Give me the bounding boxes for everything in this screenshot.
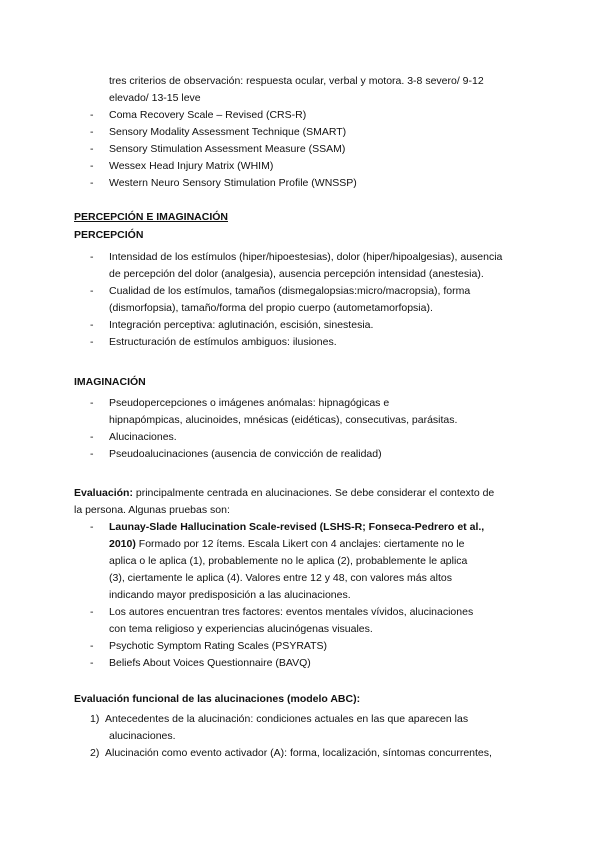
intro-continuation-line-1: tres criterios de observación: respuesta ocular, verbal y motora. 3-8 severo/ 9-12 xyxy=(109,75,484,87)
lshs-line-5: indicando mayor predisposición a las alucinaciones. xyxy=(109,589,351,601)
percepcion-item-4: Estructuración de estímulos ambiguos: ilusiones. xyxy=(109,336,337,348)
list-bullet: - xyxy=(90,319,94,331)
lshs-year: 2010) xyxy=(109,538,136,550)
percepcion-item-3: Integración perceptiva: aglutinación, escisión, sinestesia. xyxy=(109,319,374,331)
list-bullet: - xyxy=(90,143,94,155)
percepcion-item-1-line-2: de percepción del dolor (analgesia), ausencia percepción intensidad (anestesia). xyxy=(109,268,484,280)
imaginacion-item-3: Pseudoalucinaciones (ausencia de convicción de realidad) xyxy=(109,448,382,460)
percepcion-item-1-line-1: Intensidad de los estímulos (hiper/hipoestesias), dolor (hiper/hipoalgesias), ausencia xyxy=(109,251,503,263)
list-bullet: - xyxy=(90,448,94,460)
section-title: PERCEPCIÓN E IMAGINACIÓN xyxy=(74,211,229,223)
intro-continuation-line-2: elevado/ 13-15 leve xyxy=(109,92,201,104)
funcional-heading: Evaluación funcional de las alucinaciones (modelo ABC): xyxy=(74,693,361,705)
imaginacion-item-1-line-1: Pseudopercepciones o imágenes anómalas: hipnagógicas e xyxy=(109,397,390,409)
scale-item-smart: Sensory Modality Assessment Technique (SMART) xyxy=(109,126,347,138)
list-bullet: - xyxy=(90,285,94,297)
scale-item-ssam: Sensory Stimulation Assessment Measure (SSAM) xyxy=(109,143,346,155)
percepcion-heading: PERCEPCIÓN xyxy=(74,229,144,241)
scale-item-crs-r: Coma Recovery Scale – Revised (CRS-R) xyxy=(109,109,307,121)
evaluacion-text: principalmente centrada en alucinaciones. Se debe considerar el contexto de xyxy=(132,487,495,499)
evaluacion-paragraph-line-1 xyxy=(74,487,494,500)
imaginacion-item-2: Alucinaciones. xyxy=(109,431,177,443)
lshs-line-2 xyxy=(109,538,464,551)
percepcion-item-2-line-1: Cualidad de los estímulos, tamaños (dismegalopsias:micro/macropsia), forma xyxy=(109,285,471,297)
lshs-title-line-1: Launay-Slade Hallucination Scale-revised (LSHS-R; Fonseca-Pedrero et al., xyxy=(109,521,485,533)
list-bullet: - xyxy=(90,640,94,652)
list-bullet: - xyxy=(90,657,94,669)
list-bullet: - xyxy=(90,177,94,189)
evaluacion-paragraph-line-2: la persona. Algunas pruebas son: xyxy=(74,504,230,516)
lshs-line-3: aplica o le aplica (1), probablemente no le aplica (2), probablemente le aplica xyxy=(109,555,468,567)
list-bullet: - xyxy=(90,251,94,263)
imaginacion-item-1-line-2: hipnapómpicas, alucinoides, mnésicas (eidéticas), consecutivas, parásitas. xyxy=(109,414,458,426)
list-bullet: - xyxy=(90,336,94,348)
funcional-item-1-line-2: alucinaciones. xyxy=(109,730,176,742)
funcional-item-1-line-1: Antecedentes de la alucinación: condiciones actuales en las que aparecen las xyxy=(105,713,469,725)
list-bullet: - xyxy=(90,397,94,409)
imaginacion-heading: IMAGINACIÓN xyxy=(74,376,146,388)
scale-item-whim: Wessex Head Injury Matrix (WHIM) xyxy=(109,160,274,172)
lshs-line-4: (3), ciertamente le aplica (4). Valores entre 12 y 48, con valores más altos xyxy=(109,572,452,584)
list-bullet: - xyxy=(90,431,94,443)
list-bullet: - xyxy=(90,126,94,138)
lshs-description: Formado por 12 ítems. Escala Likert con 4 anclajes: ciertamente no le xyxy=(135,538,465,550)
autores-line-1: Los autores encuentran tres factores: eventos mentales vívidos, alucinaciones xyxy=(109,606,474,618)
list-bullet: - xyxy=(90,109,94,121)
percepcion-item-2-line-2: (dismorfopsia), tamaño/forma del propio cuerpo (autometamorfopsia). xyxy=(109,302,433,314)
bavq-item: Beliefs About Voices Questionnaire (BAVQ) xyxy=(109,657,311,669)
list-bullet: - xyxy=(90,160,94,172)
list-number-1: 1) xyxy=(90,713,100,725)
psyrats-item: Psychotic Symptom Rating Scales (PSYRATS) xyxy=(109,640,328,652)
list-bullet: - xyxy=(90,521,94,533)
list-number-2: 2) xyxy=(90,747,100,759)
list-bullet: - xyxy=(90,606,94,618)
scale-item-wnssp: Western Neuro Sensory Stimulation Profile (WNSSP) xyxy=(109,177,357,189)
funcional-item-2-line-1: Alucinación como evento activador (A): forma, localización, síntomas concurrentes, xyxy=(105,747,492,759)
evaluacion-label: Evaluación: xyxy=(74,487,133,499)
autores-line-2: con tema religioso y experiencias alucinógenas visuales. xyxy=(109,623,373,635)
